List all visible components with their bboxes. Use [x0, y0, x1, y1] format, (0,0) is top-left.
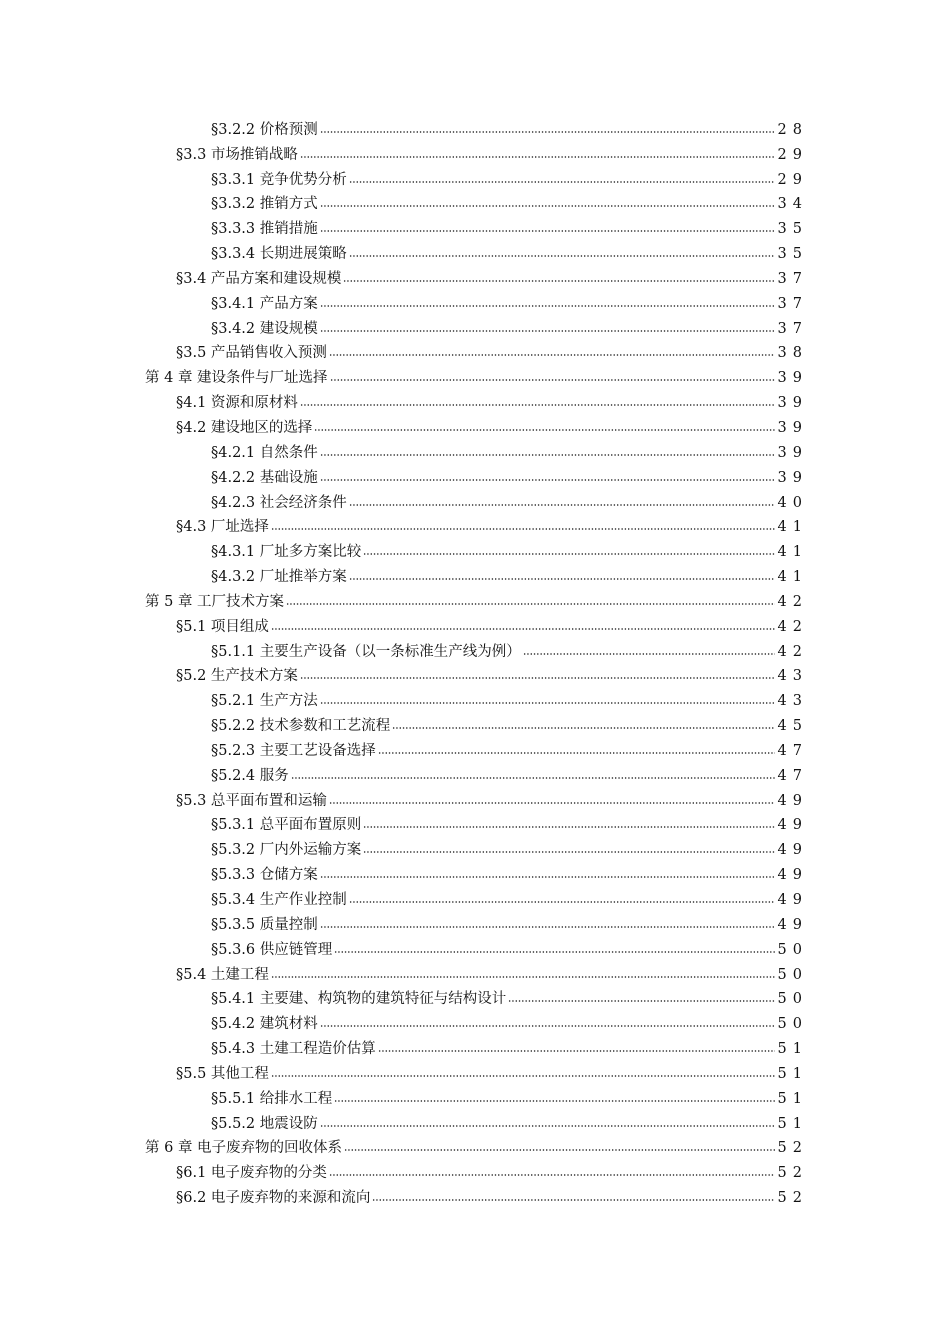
toc-entry[interactable] — [0, 213, 950, 238]
toc-entry-title[interactable]: §4.2.3 社会经济条件 — [211, 494, 347, 511]
toc-entry-page-number[interactable]: 47 — [777, 742, 808, 759]
dot-leader — [320, 925, 775, 929]
toc-entry-page-number[interactable]: 51 — [777, 1065, 808, 1082]
dot-leader — [343, 279, 774, 283]
table-of-contents — [0, 114, 950, 1207]
toc-entry-page-number[interactable]: 42 — [777, 593, 808, 610]
toc-entry-page-number[interactable]: 41 — [777, 544, 808, 561]
dot-leader — [271, 975, 775, 979]
toc-entry-title[interactable]: §4.3.1 厂址多方案比较 — [211, 544, 362, 561]
dot-leader — [300, 155, 775, 159]
toc-entry-page-number[interactable]: 29 — [777, 171, 808, 188]
toc-entry-title[interactable]: §3.3.4 长期进展策略 — [211, 246, 347, 263]
toc-entry-title[interactable]: §5.3 总平面布置和运输 — [176, 792, 327, 809]
dot-leader — [320, 329, 775, 333]
dot-leader — [320, 130, 775, 134]
toc-entry-title[interactable]: §5.3.3 仓储方案 — [211, 867, 318, 884]
dot-leader — [271, 627, 775, 631]
toc-entry-page-number[interactable]: 34 — [777, 196, 808, 213]
dot-leader — [378, 1049, 775, 1053]
toc-entry-page-number[interactable]: 47 — [777, 767, 808, 784]
toc-entry-title[interactable]: §5.4.3 土建工程造价估算 — [211, 1041, 376, 1058]
toc-entry-title[interactable]: 第 6 章 电子废弃物的回收体系 — [145, 1140, 343, 1157]
toc-entry-title[interactable]: §6.2 电子废弃物的来源和流向 — [176, 1190, 371, 1207]
toc-entry-page-number[interactable]: 40 — [777, 494, 808, 511]
toc-entry[interactable] — [0, 859, 950, 884]
toc-entry-title[interactable]: §5.5.2 地震设防 — [211, 1115, 318, 1132]
dot-leader — [291, 776, 775, 780]
toc-entry[interactable] — [0, 288, 950, 313]
dot-leader — [363, 552, 774, 556]
toc-entry[interactable] — [0, 1133, 950, 1158]
dot-leader — [314, 428, 774, 432]
dot-leader — [372, 1198, 774, 1202]
toc-entry-title[interactable]: 第 5 章 工厂技术方案 — [145, 593, 285, 610]
toc-entry[interactable] — [0, 313, 950, 338]
toc-entry-page-number[interactable]: 38 — [777, 345, 808, 362]
toc-entry[interactable] — [0, 263, 950, 288]
toc-entry-title[interactable]: §5.1.1 主要生产设备（以一条标准生产线为例） — [211, 643, 521, 660]
toc-entry-page-number[interactable]: 43 — [777, 668, 808, 685]
toc-entry-title[interactable]: §6.1 电子废弃物的分类 — [176, 1165, 327, 1182]
toc-entry[interactable] — [0, 487, 950, 512]
toc-entry[interactable] — [0, 462, 950, 487]
toc-entry-title[interactable]: §5.2 生产技术方案 — [176, 668, 298, 685]
toc-entry[interactable] — [0, 189, 950, 214]
toc-entry[interactable] — [0, 238, 950, 263]
toc-entry[interactable] — [0, 760, 950, 785]
toc-entry-title[interactable]: §4.1 资源和原材料 — [176, 395, 298, 412]
toc-entry-title[interactable]: §4.2.1 自然条件 — [211, 444, 318, 461]
toc-entry-page-number[interactable]: 37 — [777, 270, 808, 287]
dot-leader — [320, 1024, 775, 1028]
toc-entry-page-number[interactable]: 37 — [777, 295, 808, 312]
dot-leader — [329, 1173, 775, 1177]
dot-leader — [349, 577, 775, 581]
dot-leader — [300, 403, 775, 407]
dot-leader — [300, 676, 775, 680]
toc-entry-page-number[interactable]: 52 — [777, 1190, 808, 1207]
toc-entry[interactable] — [0, 164, 950, 189]
toc-entry-page-number[interactable]: 50 — [777, 941, 808, 958]
dot-leader — [363, 825, 774, 829]
toc-entry-title[interactable]: §5.2.2 技术参数和工艺流程 — [211, 718, 391, 735]
toc-entry-title[interactable]: §3.4 产品方案和建设规模 — [176, 270, 342, 287]
toc-entry-page-number[interactable]: 28 — [777, 121, 808, 138]
dot-leader — [378, 751, 775, 755]
toc-entry-page-number[interactable]: 49 — [777, 842, 808, 859]
dot-leader — [329, 801, 775, 805]
toc-entry-page-number[interactable]: 39 — [777, 444, 808, 461]
toc-entry-page-number[interactable]: 41 — [777, 569, 808, 586]
toc-entry-page-number[interactable]: 52 — [777, 1165, 808, 1182]
toc-entry-page-number[interactable]: 39 — [777, 395, 808, 412]
toc-entry[interactable] — [0, 1157, 950, 1182]
toc-entry[interactable] — [0, 661, 950, 686]
toc-entry-title[interactable]: §3.3.3 推销措施 — [211, 221, 318, 238]
toc-entry-title[interactable]: §5.3.4 生产作业控制 — [211, 892, 347, 908]
toc-entry-page-number[interactable]: 51 — [777, 1115, 808, 1132]
toc-entry[interactable] — [0, 884, 950, 909]
dot-leader — [320, 701, 775, 705]
toc-entry[interactable] — [0, 735, 950, 760]
toc-entry-page-number[interactable]: 39 — [777, 370, 808, 387]
toc-entry[interactable] — [0, 139, 950, 164]
toc-entry-page-number[interactable]: 41 — [777, 519, 808, 536]
toc-entry-title[interactable]: §5.5.1 给排水工程 — [211, 1090, 333, 1107]
toc-entry[interactable] — [0, 984, 950, 1009]
toc-entry-title[interactable]: §3.2.2 价格预测 — [211, 121, 318, 138]
toc-entry-page-number[interactable]: 37 — [777, 320, 808, 337]
toc-entry-title[interactable]: §4.2.2 基础设施 — [211, 469, 318, 486]
toc-entry[interactable] — [0, 437, 950, 462]
toc-entry-page-number[interactable]: 42 — [777, 643, 808, 660]
toc-entry[interactable] — [0, 338, 950, 363]
toc-entry-page-number[interactable]: 39 — [777, 469, 808, 486]
dot-leader — [344, 1148, 774, 1152]
toc-entry-page-number[interactable]: 49 — [777, 792, 808, 809]
toc-entry-title[interactable]: §3.4.2 建设规模 — [211, 320, 318, 337]
toc-entry-title[interactable]: §5.3.2 厂内外运输方案 — [211, 842, 362, 859]
toc-entry[interactable] — [0, 959, 950, 984]
dot-leader — [320, 478, 775, 482]
dot-leader — [320, 204, 775, 208]
dot-leader — [349, 180, 775, 184]
toc-entry-page-number[interactable]: 49 — [777, 916, 808, 933]
dot-leader — [271, 527, 775, 531]
toc-entry-page-number[interactable]: 50 — [777, 991, 808, 1008]
toc-entry[interactable] — [0, 1182, 950, 1207]
dot-leader — [271, 1074, 775, 1078]
toc-entry-page-number[interactable]: 35 — [777, 246, 808, 263]
toc-entry-page-number[interactable]: 29 — [777, 146, 808, 163]
toc-entry-title[interactable]: §3.3 市场推销战略 — [176, 146, 298, 163]
toc-entry[interactable] — [0, 710, 950, 735]
toc-entry[interactable] — [0, 1083, 950, 1108]
dot-leader — [286, 602, 774, 606]
toc-entry[interactable] — [0, 785, 950, 810]
toc-entry[interactable] — [0, 636, 950, 661]
dot-leader — [320, 453, 775, 457]
toc-entry-page-number[interactable]: 42 — [777, 618, 808, 635]
toc-entry-page-number[interactable]: 51 — [777, 1041, 808, 1058]
toc-entry-title[interactable]: §3.3.1 竞争优势分析 — [211, 171, 347, 188]
dot-leader — [349, 254, 775, 258]
toc-entry[interactable] — [0, 834, 950, 859]
toc-entry-page-number[interactable]: 50 — [777, 1016, 808, 1033]
toc-entry[interactable] — [0, 909, 950, 934]
toc-entry[interactable] — [0, 412, 950, 437]
toc-entry-page-number[interactable]: 35 — [777, 221, 808, 238]
toc-entry-page-number[interactable]: 39 — [777, 419, 808, 436]
toc-entry[interactable] — [0, 611, 950, 636]
dot-leader — [392, 726, 774, 730]
dot-leader — [320, 304, 775, 308]
toc-entry[interactable] — [0, 1033, 950, 1058]
dot-leader — [349, 503, 775, 507]
toc-entry[interactable] — [0, 1108, 950, 1133]
toc-entry[interactable] — [0, 685, 950, 710]
toc-entry-page-number[interactable]: 51 — [777, 1090, 808, 1107]
dot-leader — [320, 875, 775, 879]
toc-entry-title[interactable]: §4.3 厂址选择 — [176, 519, 269, 536]
dot-leader — [363, 850, 774, 854]
toc-entry-page-number[interactable]: 52 — [777, 1140, 808, 1157]
toc-entry-title[interactable]: §5.3.1 总平面布置原则 — [211, 817, 362, 834]
toc-entry-title[interactable]: §5.3.6 供应链管理 — [211, 941, 333, 958]
toc-entry-page-number[interactable]: 49 — [777, 817, 808, 834]
toc-entry[interactable] — [0, 561, 950, 586]
toc-entry[interactable] — [0, 362, 950, 387]
toc-entry-page-number[interactable]: 49 — [777, 867, 808, 884]
toc-entry[interactable] — [0, 1058, 950, 1083]
toc-entry-title[interactable]: §5.4.1 主要建、构筑物的建筑特征与结构设计 — [211, 991, 507, 1008]
toc-entry[interactable] — [0, 934, 950, 959]
toc-entry[interactable] — [0, 512, 950, 537]
toc-entry-title[interactable]: §3.5 产品销售收入预测 — [176, 345, 327, 362]
toc-entry[interactable] — [0, 586, 950, 611]
dot-leader — [523, 652, 775, 656]
dot-leader — [330, 378, 775, 382]
toc-entry-title[interactable]: §5.4 土建工程 — [176, 966, 269, 983]
toc-entry-title[interactable]: §4.2 建设地区的选择 — [176, 419, 313, 436]
toc-entry-title[interactable]: §5.2.4 服务 — [211, 767, 289, 784]
toc-entry-title[interactable]: §5.3.5 质量控制 — [211, 916, 318, 933]
toc-entry-title[interactable]: §5.1 项目组成 — [176, 618, 269, 635]
toc-entry[interactable] — [0, 1008, 950, 1033]
dot-leader — [334, 1099, 774, 1103]
dot-leader — [320, 229, 775, 233]
toc-entry[interactable] — [0, 810, 950, 835]
toc-entry[interactable] — [0, 114, 950, 139]
dot-leader — [508, 999, 774, 1003]
dot-leader — [334, 950, 774, 954]
toc-entry-title[interactable]: §4.3.2 厂址推举方案 — [211, 569, 347, 586]
toc-entry-title[interactable]: 第 4 章 建设条件与厂址选择 — [145, 370, 328, 387]
toc-entry[interactable] — [0, 387, 950, 412]
dot-leader — [320, 1124, 775, 1128]
toc-entry-title[interactable]: §5.2.1 生产方法 — [211, 693, 318, 710]
dot-leader — [329, 353, 775, 357]
toc-entry-title[interactable]: §5.4.2 建筑材料 — [211, 1016, 318, 1033]
toc-entry[interactable] — [0, 536, 950, 561]
toc-entry-title[interactable]: §3.4.1 产品方案 — [211, 295, 318, 312]
toc-entry-title[interactable]: §5.5 其他工程 — [176, 1065, 269, 1082]
toc-entry-page-number[interactable]: 50 — [777, 966, 808, 983]
dot-leader — [349, 900, 775, 904]
toc-entry-page-number[interactable]: 49 — [777, 892, 808, 908]
toc-entry-title[interactable]: §3.3.2 推销方式 — [211, 196, 318, 213]
toc-entry-page-number[interactable]: 43 — [777, 693, 808, 710]
toc-entry-title[interactable]: §5.2.3 主要工艺设备选择 — [211, 742, 376, 759]
toc-entry-page-number[interactable]: 45 — [777, 718, 808, 735]
